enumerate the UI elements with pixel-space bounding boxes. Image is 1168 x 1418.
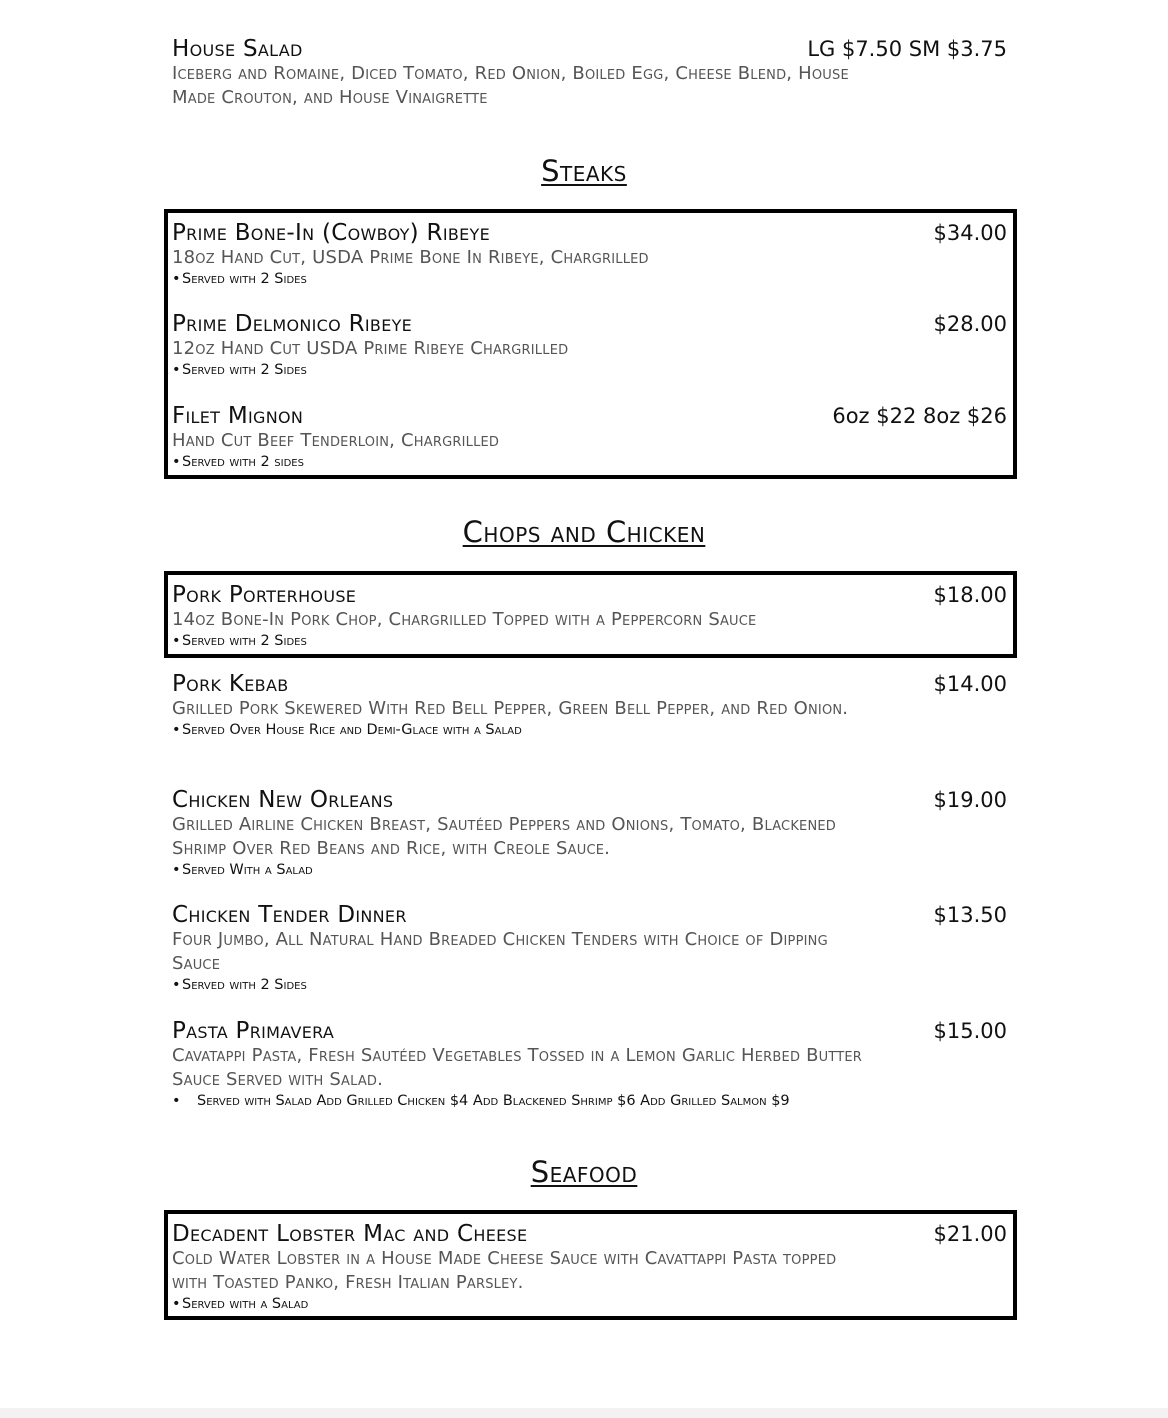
item-description: 12oz Hand Cut USDA Prime Ribeye Chargrilled	[172, 338, 569, 359]
item-price: $13.50	[933, 903, 1007, 927]
item-name: Pork Kebab	[172, 671, 289, 697]
menu-item-delmonico-ribeye	[172, 311, 1007, 379]
bullet: •	[172, 633, 181, 649]
item-description: Hand Cut Beef Tenderloin, Chargrilled	[172, 430, 500, 451]
item-note-text: Served with 2 Sides	[182, 271, 307, 287]
menu-item-cowboy-ribeye	[172, 220, 1007, 288]
item-price: $18.00	[933, 583, 1007, 607]
item-note	[172, 361, 1007, 379]
item-note	[172, 1295, 1007, 1313]
item-description: Grilled Pork Skewered With Red Bell Pepper, Green Bell Pepper, and Red Onion.	[172, 698, 849, 719]
item-name: Pasta Primavera	[172, 1018, 335, 1044]
menu-item-chicken-tender-dinner	[172, 902, 1007, 994]
item-name: Chicken Tender Dinner	[172, 902, 407, 928]
menu-item-house-salad	[172, 36, 1007, 110]
item-name: Pork Porterhouse	[172, 582, 357, 608]
item-description: 18oz Hand Cut, USDA Prime Bone In Ribeye, Chargrilled	[172, 247, 649, 268]
item-note	[172, 861, 1007, 879]
menu-item-pasta-primavera	[172, 1018, 1007, 1110]
item-description: Cavatappi Pasta, Fresh Sautéed Vegetables Tossed in a Lemon Garlic Herbed Butter Sauce Served with Salad.	[172, 1045, 863, 1090]
item-name: House Salad	[172, 36, 303, 62]
item-description: Iceberg and Romaine, Diced Tomato, Red Onion, Boiled Egg, Cheese Blend, House Made Crouton, and House Vinaigrette	[172, 63, 849, 108]
steaks-box	[164, 209, 1017, 479]
item-price: $21.00	[933, 1222, 1007, 1246]
item-note-text: Served with 2 sides	[182, 454, 304, 470]
item-note	[172, 1092, 1007, 1110]
item-note-text: Served with 2 Sides	[182, 977, 307, 993]
section-heading-seafood: Seafood	[530, 1155, 638, 1189]
bullet: •	[172, 862, 181, 878]
bullet: •	[172, 722, 181, 738]
pork-porterhouse-box	[164, 571, 1017, 658]
item-description: 14oz Bone-In Pork Chop, Chargrilled Topped with a Peppercorn Sauce	[172, 609, 757, 630]
item-name: Prime Delmonico Ribeye	[172, 311, 413, 337]
item-description: Grilled Airline Chicken Breast, Sautéed Peppers and Onions, Tomato, Blackened Shrimp Over Red Beans and Rice, with Creole Sauce.	[172, 814, 837, 859]
item-price: $34.00	[933, 221, 1007, 245]
item-name: Prime Bone-In (Cowboy) Ribeye	[172, 220, 491, 246]
bullet: •	[172, 454, 181, 470]
item-price: $19.00	[933, 788, 1007, 812]
menu-item-pork-porterhouse	[172, 582, 1007, 650]
item-price: $14.00	[933, 672, 1007, 696]
item-note	[172, 453, 1007, 471]
item-price: $28.00	[933, 312, 1007, 336]
item-note-text: Served with Salad Add Grilled Chicken $4 Add Blackened Shrimp $6 Add Grilled Salmon $9	[197, 1093, 790, 1109]
seafood-box	[164, 1210, 1017, 1320]
item-name: Chicken New Orleans	[172, 787, 394, 813]
item-price: LG $7.50 SM $3.75	[807, 37, 1007, 61]
item-note	[172, 976, 1007, 994]
item-note	[172, 270, 1007, 288]
item-price: $15.00	[933, 1019, 1007, 1043]
item-note-text: Served Over House Rice and Demi-Glace with a Salad	[182, 722, 522, 738]
menu-item-pork-kebab	[172, 671, 1007, 739]
section-heading-steaks: Steaks	[541, 154, 627, 188]
bullet: •	[172, 1296, 181, 1312]
item-note-text: Served with a Salad	[182, 1296, 309, 1312]
item-name: Decadent Lobster Mac and Cheese	[172, 1221, 528, 1247]
menu-item-lobster-mac-and-cheese	[172, 1221, 1007, 1313]
item-name: Filet Mignon	[172, 403, 304, 429]
bottom-edge	[0, 1408, 1168, 1418]
item-description: Four Jumbo, All Natural Hand Breaded Chicken Tenders with Choice of Dipping Sauce	[172, 929, 828, 974]
bullet: •	[172, 977, 181, 993]
bullet: •	[172, 1093, 181, 1109]
item-note-text: Served with 2 Sides	[182, 362, 307, 378]
item-note-text: Served With a Salad	[182, 862, 313, 878]
menu-item-filet-mignon	[172, 403, 1007, 471]
item-note	[172, 721, 1007, 739]
bullet: •	[172, 362, 181, 378]
item-description: Cold Water Lobster in a House Made Cheese Sauce with Cavattappi Pasta topped with Toasted Panko, Fresh Italian Parsley.	[172, 1248, 837, 1293]
item-note-text: Served with 2 Sides	[182, 633, 307, 649]
item-note	[172, 632, 1007, 650]
bullet: •	[172, 271, 181, 287]
menu-item-chicken-new-orleans	[172, 787, 1007, 879]
section-heading-chops-and-chicken: Chops and Chicken	[462, 515, 706, 549]
item-price: 6oz $22 8oz $26	[832, 404, 1007, 428]
